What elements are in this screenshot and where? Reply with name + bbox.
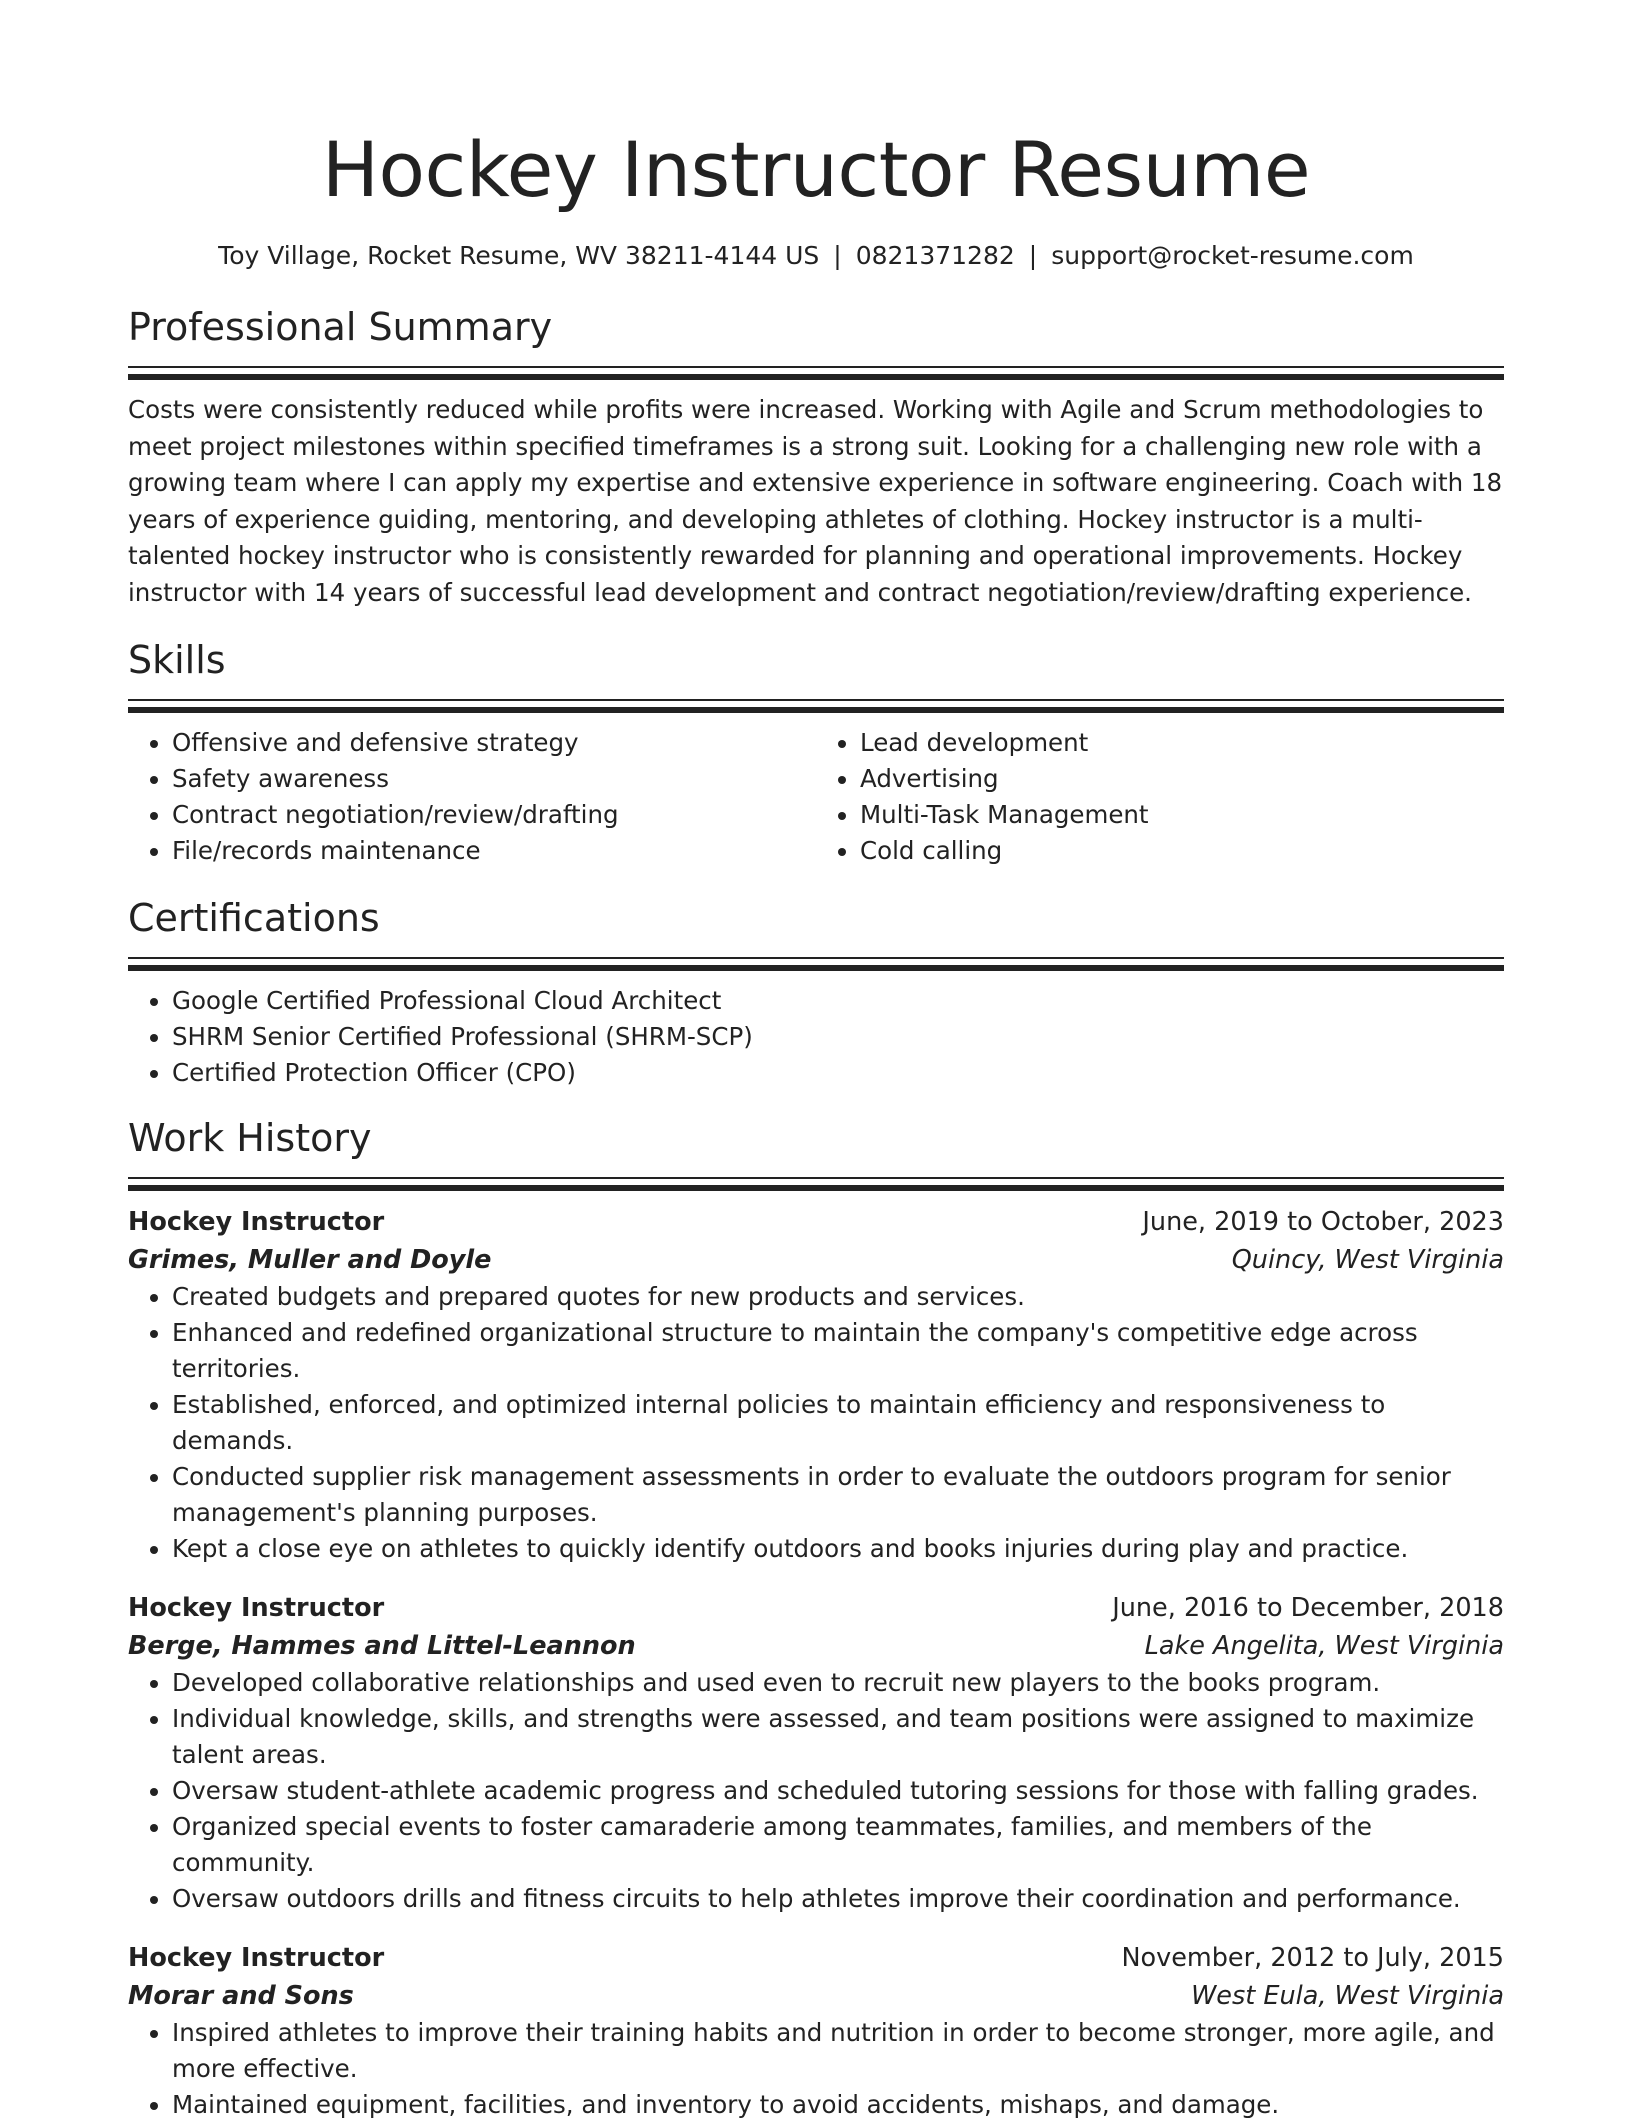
section-divider — [128, 366, 1504, 378]
job-company: Berge, Hammes and Littel-Leannon — [128, 1631, 636, 1661]
job-subheader — [128, 1241, 1504, 1279]
contact-separator: | — [1028, 241, 1038, 270]
contact-phone: 0821371282 — [855, 241, 1015, 270]
job-company: Grimes, Muller and Doyle — [128, 1245, 492, 1275]
job-duties — [128, 1279, 1504, 1567]
skills-list-left — [128, 725, 816, 869]
job-duty: • Inspired athletes to improve their training habits and nutrition in order to become stronger, more agile, and more effective. — [172, 2015, 1504, 2087]
skills-section — [128, 635, 1504, 869]
contact-line — [128, 238, 1504, 274]
summary-heading: Professional Summary — [128, 305, 553, 349]
skill-item: • Offensive and defensive strategy — [172, 725, 816, 761]
certifications-section — [128, 893, 1504, 1091]
certification-item: • SHRM Senior Certified Professional (SHRM-SCP) — [172, 1019, 1504, 1055]
job-entry — [128, 1203, 1504, 1567]
skill-item: • File/records maintenance — [172, 833, 816, 869]
skills-list-right — [816, 725, 1504, 869]
certification-item: • Certified Protection Officer (CPO) — [172, 1055, 1504, 1091]
skills-grid — [128, 725, 1504, 869]
job-duty: • Maintained equipment, facilities, and inventory to avoid accidents, mishaps, and damage. — [172, 2087, 1504, 2123]
job-duty: • Developed collaborative relationships and used even to recruit new players to the books program. — [172, 1665, 1504, 1701]
job-dates: November, 2012 to July, 2015 — [1121, 1943, 1504, 1973]
job-dates: June, 2016 to December, 2018 — [1112, 1593, 1504, 1623]
job-duty: • Established, enforced, and optimized internal policies to maintain efficiency and responsiveness to demands. — [172, 1387, 1504, 1459]
job-location: Quincy, West Virginia — [1231, 1245, 1504, 1275]
certifications-heading: Certifications — [128, 896, 380, 940]
job-duties — [128, 1665, 1504, 1917]
resume-page — [128, 0, 1504, 2123]
contact-separator: | — [833, 241, 842, 270]
skill-item: • Contract negotiation/review/drafting — [172, 797, 816, 833]
job-duty: • Oversaw outdoors drills and fitness circuits to help athletes improve their coordination and performance. — [172, 1881, 1504, 1917]
job-duty: • Individual knowledge, skills, and strengths were assessed, and team positions were assigned to maximize talent areas. — [172, 1701, 1504, 1773]
skill-item: • Cold calling — [860, 833, 1504, 869]
work-history-heading: Work History — [128, 1116, 372, 1160]
contact-email: support@rocket-resume.com — [1051, 241, 1414, 270]
skill-item: • Multi-Task Management — [860, 797, 1504, 833]
section-divider — [128, 1177, 1504, 1189]
job-duty: • Created budgets and prepared quotes for new products and services. — [172, 1279, 1504, 1315]
job-duty: • Organized special events to foster camaraderie among teammates, families, and members of the community. — [172, 1809, 1504, 1881]
skill-item: • Safety awareness — [172, 761, 816, 797]
job-duty: • Conducted supplier risk management assessments in order to evaluate the outdoors program for senior management's planning purposes. — [172, 1459, 1504, 1531]
job-subheader — [128, 1977, 1504, 2015]
job-company: Morar and Sons — [128, 1981, 354, 2011]
job-title: Hockey Instructor — [128, 1943, 385, 1973]
job-header — [128, 1589, 1504, 1627]
job-dates: June, 2019 to October, 2023 — [1142, 1207, 1504, 1237]
job-entry — [128, 1589, 1504, 1917]
section-divider — [128, 957, 1504, 969]
summary-text: Costs were consistently reduced while profits were increased. Working with Agile and Scrum methodologies to meet project milestones within specified timeframes is a strong suit. Looking for a challenging new role with a growing team where I can apply my expertise and extensive experience in software engineering. Coach with 18 years of experience guiding, mentoring, and developing athletes of clothing. Hockey instructor is a multi-talented hockey instructor who is consistently rewarded for planning and operational improvements. Hockey instructor with 14 years of successful lead development and contract negotiation/review/drafting experience. — [128, 395, 1503, 607]
contact-address: Toy Village, Rocket Resume, WV 38211-4144 US — [218, 241, 820, 270]
certification-item: • Google Certified Professional Cloud Architect — [172, 983, 1504, 1019]
job-duties — [128, 2015, 1504, 2123]
job-title: Hockey Instructor — [128, 1207, 385, 1237]
job-subheader — [128, 1627, 1504, 1665]
summary-section — [128, 302, 1504, 611]
resume-title: Hockey Instructor Resume — [321, 125, 1311, 214]
job-location: West Eula, West Virginia — [1191, 1981, 1504, 2011]
job-duty: • Enhanced and redefined organizational structure to maintain the company's competitive edge across territories. — [172, 1315, 1504, 1387]
job-duty: • Kept a close eye on athletes to quickly identify outdoors and books injuries during play and practice. — [172, 1531, 1504, 1567]
skills-heading: Skills — [128, 638, 226, 682]
job-title: Hockey Instructor — [128, 1593, 385, 1623]
job-header — [128, 1203, 1504, 1241]
certifications-list — [128, 983, 1504, 1091]
section-divider — [128, 699, 1504, 711]
work-history-section — [128, 1113, 1504, 2123]
skill-item: • Advertising — [860, 761, 1504, 797]
job-entry — [128, 1939, 1504, 2123]
job-duty: • Oversaw student-athlete academic progress and scheduled tutoring sessions for those with falling grades. — [172, 1773, 1504, 1809]
skill-item: • Lead development — [860, 725, 1504, 761]
job-location: Lake Angelita, West Virginia — [1144, 1631, 1504, 1661]
job-header — [128, 1939, 1504, 1977]
